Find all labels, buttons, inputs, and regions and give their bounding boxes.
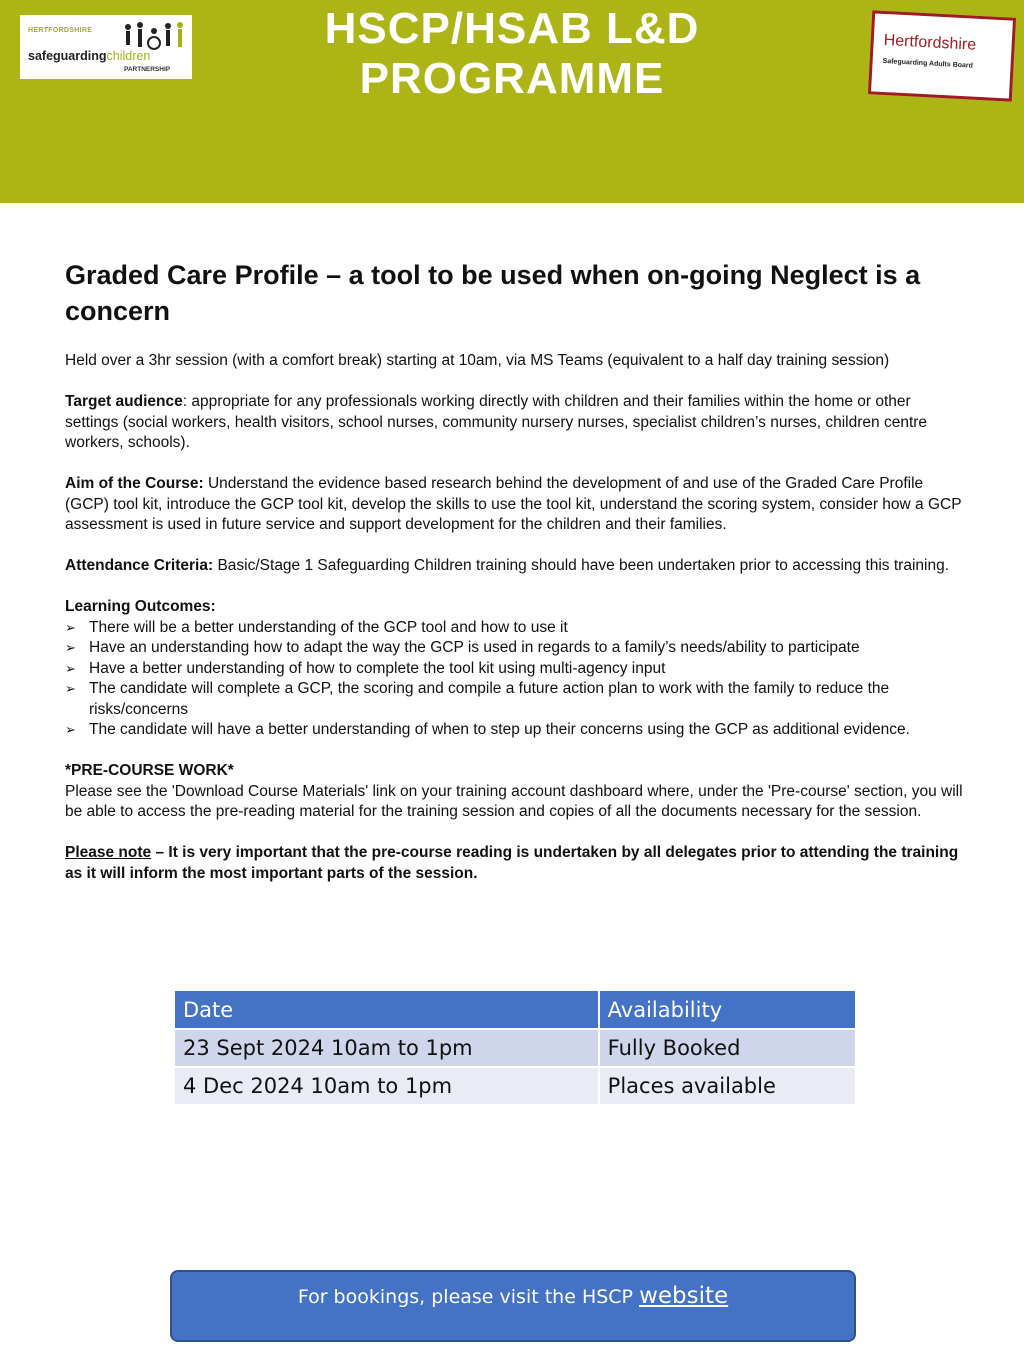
logo-left-partnership: PARTNERSHIP [124, 66, 171, 73]
logo-right-name: Hertfordshire [883, 31, 977, 54]
logo-right-board: Safeguarding Adults Board [882, 57, 974, 70]
table-header-availability: Availability [599, 991, 856, 1029]
list-item: ➢ Have an understanding how to adapt the way the GCP is used in regards to a family’s needs/ability to participate [65, 638, 965, 659]
hscp-logo [20, 15, 192, 79]
booking-text: For bookings, please visit the HSCP [297, 1286, 640, 1308]
course-intro: Held over a 3hr session (with a comfort break) starting at 10am, via MS Teams (equivalent to a half day training session) [65, 352, 890, 369]
attendance-label: Attendance Criteria: [65, 557, 214, 574]
page-title-line1: HSCP/HSAB L&D [324, 4, 700, 53]
target-label: Target audience [65, 393, 183, 410]
outcomes-label: Learning Outcomes: [65, 598, 216, 615]
logo-left-name-b: children [106, 49, 151, 63]
list-item: ➢ There will be a better understanding of the GCP tool and how to use it [65, 618, 965, 639]
table-cell-availability: Fully Booked [599, 1029, 856, 1067]
list-item: ➢ The candidate will complete a GCP, the scoring and compile a future action plan to work with the family to reduce the risks/concerns [65, 679, 965, 720]
website-link[interactable]: website [639, 1283, 729, 1309]
page-title-line2: PROGRAMME [359, 54, 665, 103]
attendance-text: Basic/Stage 1 Safeguarding Children training should have been undertaken prior to accessing this training. [213, 557, 950, 574]
table-row [175, 1067, 856, 1104]
logo-left-county: HERTFORDSHIRE [28, 27, 93, 34]
aim-label: Aim of the Course: [65, 475, 204, 492]
header-banner [0, 0, 1024, 203]
table-cell-availability: Places available [599, 1067, 856, 1104]
table-header-row [175, 991, 856, 1029]
list-item: ➢ The candidate will have a better understanding of when to step up their concerns using the GCP as additional evidence. [65, 720, 965, 741]
children-figures-icon [118, 21, 188, 51]
list-item: ➢ Have a better understanding of how to complete the tool kit using multi-agency input [65, 659, 965, 680]
precourse-text: Please see the 'Download Course Materials' link on your training account dashboard where, under the 'Pre-course' section, you will be able to access the pre-reading material for the training session and copies of all the documents necessary for the session. [65, 782, 963, 820]
target-audience [65, 392, 965, 454]
logo-left-name-a: safeguarding [28, 49, 107, 63]
target-text: : appropriate for any professionals working directly with children and their families within the home or other settings (social workers, health visitors, school nurses, community nursery nurses, specialist children’s nurses, children centre workers, schools). [65, 393, 928, 451]
logo-left-name [28, 49, 150, 63]
note-label: Please note [65, 844, 152, 861]
course-title: Graded Care Profile – a tool to be used when on-going Neglect is a concern [65, 260, 921, 326]
page-title [230, 4, 794, 104]
aim-text: Understand the evidence based research behind the development of and use of the Graded Care Profile (GCP) tool kit, introduce the GCP tool kit, develop the skills to use the tool kit, understand the scoring system, consider how a GCP assessment is used in future service and support development for the children and their families. [65, 475, 962, 533]
please-note [65, 843, 965, 884]
course-aim [65, 474, 965, 536]
dates-table [175, 991, 857, 1104]
precourse-heading [65, 761, 965, 782]
outcomes-list [65, 618, 965, 741]
booking-banner [170, 1270, 856, 1342]
hsab-logo [868, 10, 1016, 101]
course-content [65, 257, 965, 884]
table-row [175, 1029, 856, 1067]
note-text: – It is very important that the pre-course reading is undertaken by all delegates prior to attending the training as it will inform the most important parts of the session. [65, 844, 959, 882]
table-header-date: Date [175, 991, 599, 1029]
outcomes-heading [65, 597, 965, 618]
table-cell-date: 23 Sept 2024 10am to 1pm [175, 1029, 599, 1067]
precourse-label: *PRE-COURSE WORK* [65, 762, 234, 779]
attendance-criteria [65, 556, 965, 577]
table-cell-date: 4 Dec 2024 10am to 1pm [175, 1067, 599, 1104]
